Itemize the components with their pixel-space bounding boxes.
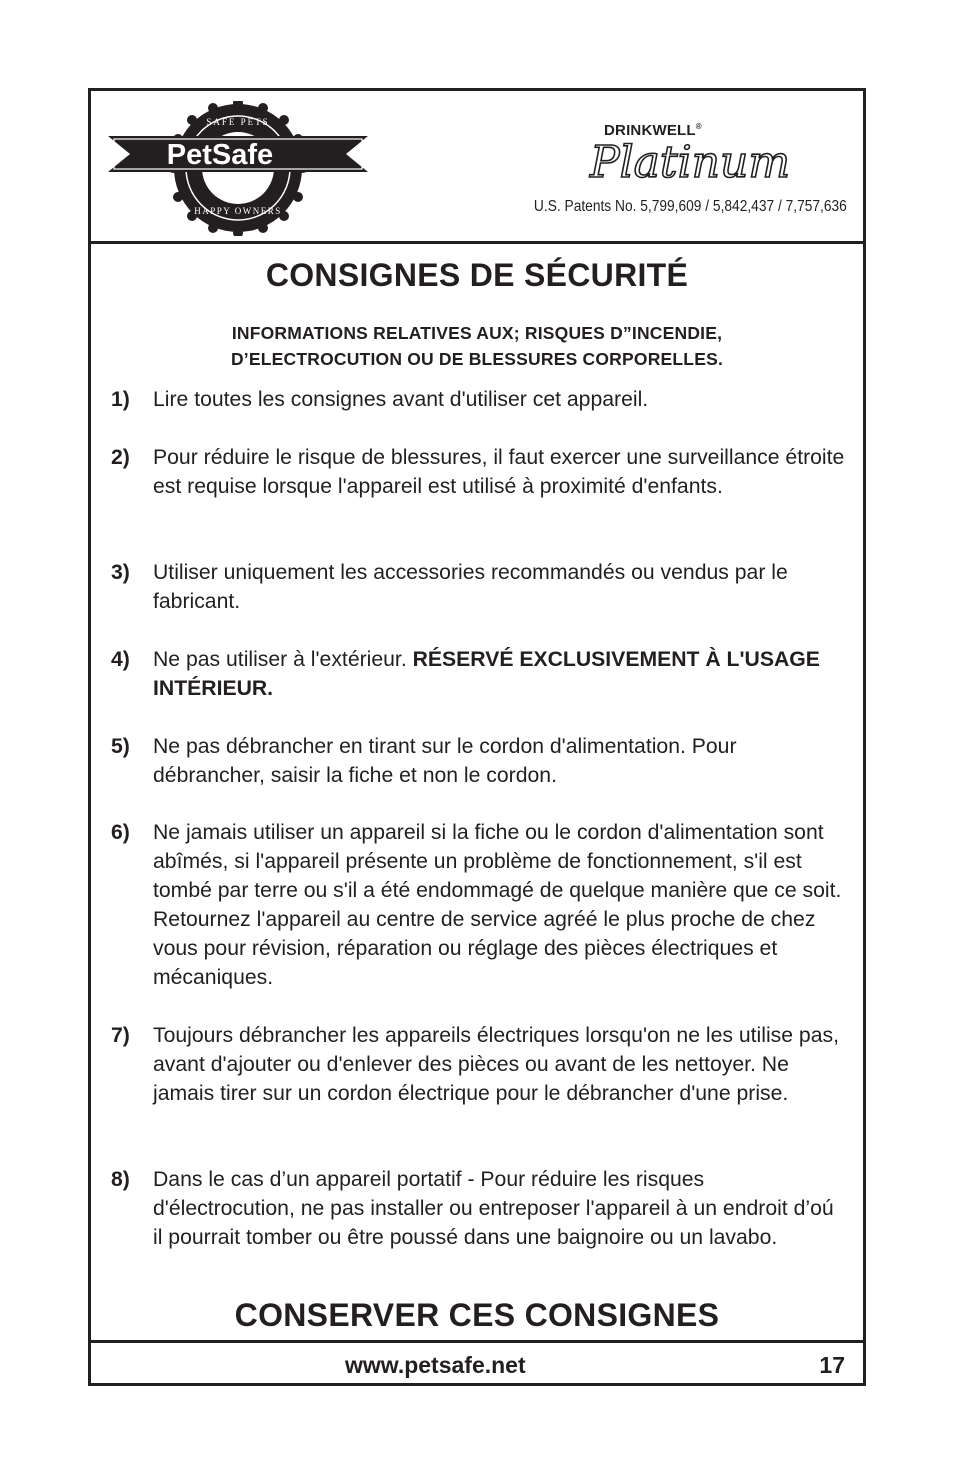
- subtitle: [91, 320, 863, 372]
- item-text: Dans le cas d’un appareil portatif - Pour réduire les risques d'électrocution, ne pas installer ou entreposer l'appareil à un endroit d’oú il pourrait tomber ou être poussé dans une baignoire ou un lavabo.: [153, 1168, 834, 1249]
- product-line-text: DRINKWELL: [604, 122, 696, 139]
- subtitle-line: D’ELECTROCUTION OU DE BLESSURES CORPORELLES.: [230, 349, 724, 369]
- item-number: 3): [111, 561, 130, 584]
- item-text: Pour réduire le risque de blessures, il faut exercer une surveillance étroite est requise lorsque l'appareil est utilisé à proximité d'enfants.: [153, 446, 845, 498]
- item-number: 5): [111, 735, 130, 758]
- list-item: [111, 1021, 847, 1108]
- list-item: [111, 443, 847, 501]
- website-link[interactable]: www.petsafe.net: [345, 1352, 526, 1378]
- item-text: Ne pas débrancher en tirant sur le cordon d'alimentation. Pour débrancher, saisir la fiche et non le cordon.: [153, 735, 737, 787]
- page-number: 17: [819, 1352, 845, 1378]
- list-item: [111, 558, 847, 616]
- header: [91, 91, 863, 244]
- list-item: [111, 1165, 847, 1252]
- platinum-text: Platinum: [590, 137, 791, 188]
- item-text: Utiliser uniquement les accessories recommandés ou vendus par le fabricant.: [153, 561, 788, 613]
- item-text: Toujours débrancher les appareils électriques lorsqu'on ne les utilise pas, avant d'ajouter ou d'enlever des pièces ou avant de les nettoyer. Ne jamais tirer sur un cordon électrique pour le débrancher d'une prise.: [153, 1024, 839, 1105]
- list-item: [111, 385, 847, 414]
- page-title: CONSIGNES DE SÉCURITÉ: [265, 257, 689, 293]
- footer: [91, 1340, 863, 1389]
- patents-text: U.S. Patents No. 5,799,609 / 5,842,437 / 7,757,636: [534, 198, 847, 215]
- item-number: 6): [111, 821, 130, 844]
- platinum-wordmark: [588, 135, 794, 193]
- item-text: Ne pas utiliser à l'extérieur.: [153, 648, 413, 671]
- item-number: 4): [111, 648, 130, 671]
- list-item: [111, 818, 847, 992]
- item-text: Lire toutes les consignes avant d'utiliser cet appareil.: [153, 388, 649, 411]
- subtitle-line: INFORMATIONS RELATIVES AUX; RISQUES D”INCENDIE,: [231, 323, 723, 343]
- logo-ring-top-text: SAFE PETS: [206, 117, 270, 127]
- registered-mark: ®: [695, 122, 702, 131]
- item-emphasis-text: RÉSERVÉ EXCLUSIVEMENT À L'USAGE INTÉRIEUR.: [153, 648, 820, 700]
- logo-brand-text: PetSafe: [166, 139, 274, 171]
- safety-page-frame: [88, 88, 866, 1386]
- item-number: 8): [111, 1168, 130, 1191]
- item-text: Ne jamais utiliser un appareil si la fiche ou le cordon d'alimentation sont abîmés, si l'appareil présente un problème de fonctionnement, s'il est tombé par terre ou s'il a été endommagé de quelque manière que ce soit. Retournez l'appareil au centre de service agréé le plus proche de chez vous pour révision, réparation ou réglage des pièces électriques et mécaniques.: [153, 821, 842, 989]
- item-number: 2): [111, 446, 130, 469]
- list-item: [111, 645, 847, 703]
- list-item: [111, 732, 847, 790]
- item-number: 1): [111, 388, 130, 411]
- petsafe-logo: [108, 101, 368, 236]
- item-number: 7): [111, 1024, 130, 1047]
- closing-heading: CONSERVER CES CONSIGNES: [234, 1297, 720, 1333]
- item-text-group: [153, 645, 847, 703]
- logo-ring-bottom-text: HAPPY OWNERS: [194, 206, 282, 216]
